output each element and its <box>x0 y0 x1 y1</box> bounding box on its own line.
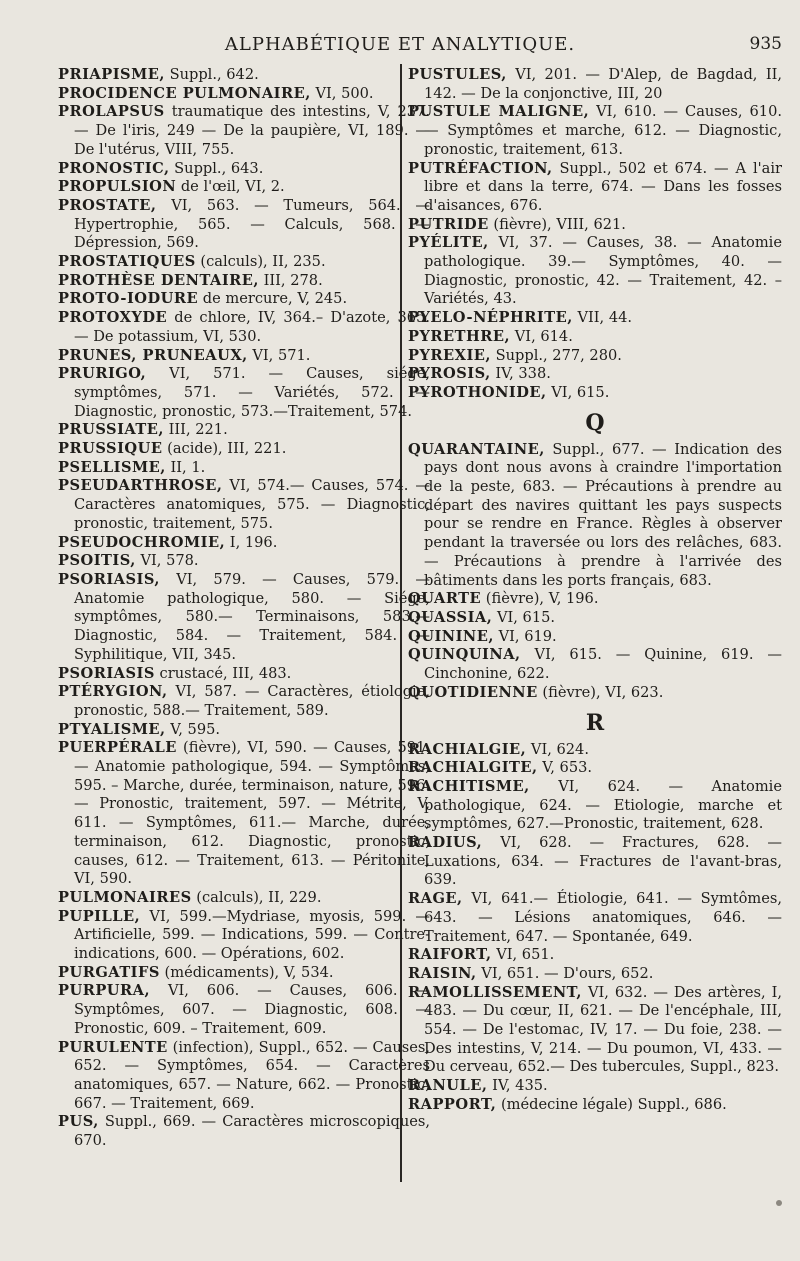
index-entry <box>58 982 430 1038</box>
index-entry <box>58 964 430 983</box>
entry-references: (médicaments), V, 534. <box>159 963 334 981</box>
index-entry <box>58 665 430 684</box>
entry-keyword: QUININE, <box>408 627 494 645</box>
entry-references: (infection), Suppl., 652. — Causes, 652. — Symptômes, 654. — Caractères anatomiques, 657. — Nature, 662. — Pronostic, 667. — Traitement, 669. <box>74 1038 430 1112</box>
entry-references: VI, 201. — D'Alep, de Bagdad, II, 142. — De la conjonctive, III, 20 <box>424 66 782 102</box>
index-entry <box>408 946 782 965</box>
entry-references: VI, 610. — Causes, 610. — Symptômes et marche, 612. — Diagnostic, pronostic, traitement, 613. <box>424 103 782 158</box>
entry-keyword: QUARANTAINE, <box>408 440 545 458</box>
entry-references: VI, 614. <box>510 327 573 345</box>
entry-keyword: QUARTE <box>408 590 482 608</box>
entry-references: VI, 579. — Causes, 579. — Anatomie pathologique, 580. — Siége, symptômes, 580.— Terminaisons, 583.— Diagnostic, 584. — Traitement, 584. — Syphilitique, VII, 345. <box>74 570 430 663</box>
entry-keyword: PSORIASIS <box>58 664 155 682</box>
entry-keyword: PROTOXYDE <box>58 309 168 327</box>
index-entry <box>58 178 430 197</box>
entry-keyword: PTÉRYGION, <box>58 683 168 701</box>
entry-keyword: RAIFORT, <box>408 946 492 964</box>
entry-references: Suppl., 277, 280. <box>491 346 622 364</box>
index-entry <box>58 365 430 421</box>
entry-keyword: PYREXIE, <box>408 346 491 364</box>
index-entry <box>408 66 782 103</box>
entry-references: Suppl., 677. — Indication des pays dont nous avons à craindre l'importation de la peste, 683. — Précautions à prendre au départ des navires quittant les pays suspects pour se rendre en France. Règles à observer pendant la traversée ou lors des relâches, 683. — Précautions à prendre à l'arrivée des bâtiments dans les ports français, 683. <box>424 440 782 589</box>
entry-references: (fièvre), VIII, 621. <box>488 215 626 233</box>
index-entry <box>58 85 430 104</box>
page-number: 935 <box>749 34 782 54</box>
index-entry <box>58 571 430 665</box>
index-entry <box>408 216 782 235</box>
index-entry <box>58 160 430 179</box>
entry-references: crustacé, III, 483. <box>154 664 292 682</box>
entry-keyword: RACHIALGITE, <box>408 759 538 777</box>
index-entry <box>58 889 430 908</box>
index-entry <box>58 290 430 309</box>
entry-keyword: PRUSSIQUE <box>58 440 163 458</box>
index-entry <box>408 328 782 347</box>
index-entry <box>408 365 782 384</box>
index-entry <box>408 590 782 609</box>
entry-references: (calculs), II, 235. <box>195 253 326 271</box>
index-entry <box>58 534 430 553</box>
entry-references: II, 1. <box>165 458 206 476</box>
entry-references: VI, 651. <box>491 946 555 964</box>
entry-references: VI, 500. <box>310 84 374 102</box>
entry-keyword: PTYALISME, <box>58 720 166 738</box>
entry-keyword: PROTO-IODURE <box>58 290 199 308</box>
entry-references: I, 196. <box>225 533 278 551</box>
running-title: ALPHABÉTIQUE ET ANALYTIQUE. <box>224 34 576 55</box>
entry-keyword: PROSTATE, <box>58 196 157 214</box>
entry-keyword: QUINQUINA, <box>408 646 521 664</box>
entry-keyword: PROSTATIQUES <box>58 253 196 271</box>
entry-references: VI, 615. — Quinine, 619. — Cinchonine, 622. <box>424 646 782 683</box>
entry-keyword: PUPILLE, <box>58 907 141 925</box>
entry-references: VI, 563. — Tumeurs, 564. — Hypertrophie, 565. — Calculs, 568. — Dépression, 569. <box>74 196 430 252</box>
entry-keyword: RADIUS, <box>408 834 483 852</box>
entry-keyword: PULMONAIRES <box>58 888 192 906</box>
index-entry <box>58 477 430 533</box>
index-entry <box>408 347 782 366</box>
entry-keyword: RANULE, <box>408 1077 488 1095</box>
index-entry <box>408 741 782 760</box>
entry-keyword: PRUNES, PRUNEAUX, <box>58 346 248 364</box>
entry-references: VI, 615. <box>492 608 556 626</box>
entry-references: (médecine légale) Suppl., 686. <box>496 1095 727 1113</box>
index-entry <box>408 1077 782 1096</box>
entry-references: (fièvre), VI, 590. — Causes, 591. — Anatomie pathologique, 594. — Symptômes, 595. – Marche, durée, terminaison, nature, 596. — Pronostic, traitement, 597. — Métrite, V, 611. — Symptômes, 611.— Marche, durée, terminaison, 612. Diagnostic, pronostic, causes, 612. — Traitement, 613. — Péritonite, VI, 590. <box>74 739 430 888</box>
entry-keyword: PRONOSTIC, <box>58 159 170 177</box>
index-entry <box>408 103 782 159</box>
entry-references: Suppl., 502 et 674. — A l'air libre et dans la terre, 674. — Dans les fosses d'aisances, 676. <box>424 159 782 214</box>
entry-references: VI, 628. — Fractures, 628. — Luxations, 634. — Fractures de l'avant-bras, 639. <box>424 834 782 889</box>
entry-references: VI, 571. <box>247 346 311 364</box>
entry-references: (fièvre), V, 196. <box>481 590 599 608</box>
entry-references: de mercure, V, 245. <box>198 290 348 308</box>
section-letter-r: R <box>585 709 605 736</box>
entry-references: traumatique des intestins, V, 237. — De l'iris, 249 — De la paupière, VI, 189. — De l'utérus, VIII, 755. <box>74 103 430 158</box>
entry-keyword: PROPULSION <box>58 178 177 196</box>
entry-references: (acide), III, 221. <box>162 440 287 458</box>
entry-keyword: PSELLISME, <box>58 458 166 476</box>
left-column <box>58 66 430 1151</box>
entry-keyword: PRURIGO, <box>58 365 147 383</box>
entry-references: (fièvre), VI, 623. <box>537 683 664 701</box>
index-entry <box>58 103 430 159</box>
index-entry <box>58 459 430 478</box>
entry-keyword: PRUSSIATE, <box>58 421 165 439</box>
entry-references: VI, 641.— Étiologie, 641. — Symtômes, 643. — Lésions anatomiques, 646. — Traitement, 647. — Spontanée, 649. <box>424 890 782 945</box>
entry-references: de l'œil, VI, 2. <box>176 178 285 196</box>
entry-references: VI, 619. <box>493 627 557 645</box>
entry-keyword: PURPURA, <box>58 982 151 1000</box>
entry-keyword: PSOITIS, <box>58 552 136 570</box>
index-entry <box>408 778 782 834</box>
entry-keyword: PROLAPSUS <box>58 103 165 121</box>
entry-references: VI, 599.—Mydriase, myosis, 599. — Artificielle, 599. — Indications, 599. — Contre-indications, 600. — Opérations, 602. <box>74 907 430 963</box>
entry-keyword: QUASSIA, <box>408 608 493 626</box>
entry-references: VI, 574.— Causes, 574. — Caractères anatomiques, 575. — Diagnostic, pronostic, traitement, 575. <box>74 477 430 532</box>
entry-references: VI, 624. <box>526 740 589 758</box>
index-entry <box>58 552 430 571</box>
entry-keyword: RAMOLLISSEMENT, <box>408 983 583 1001</box>
entry-keyword: PROTHÈSE DENTAIRE, <box>58 271 259 289</box>
entry-keyword: QUOTIDIENNE <box>408 683 538 701</box>
entry-references: VII, 44. <box>572 309 633 327</box>
index-entry <box>408 1096 782 1115</box>
index-entry <box>58 440 430 459</box>
entry-keyword: PUERPÉRALE <box>58 739 177 757</box>
index-entry <box>58 421 430 440</box>
entry-keyword: PUTRÉFACTION, <box>408 159 553 177</box>
section-letter-q: Q <box>585 409 605 436</box>
index-entry <box>58 721 430 740</box>
entry-keyword: PYRETHRE, <box>408 327 511 345</box>
index-entry <box>408 160 782 216</box>
index-entry <box>58 908 430 964</box>
index-entry <box>408 309 782 328</box>
entry-references: Suppl., 669. — Caractères microscopiques, 670. <box>74 1113 430 1150</box>
index-entry <box>58 347 430 366</box>
entry-keyword: PSEUDARTHROSE, <box>58 477 223 495</box>
entry-keyword: PSEUDOCHROMIE, <box>58 533 226 551</box>
index-entry <box>408 965 782 984</box>
index-entry <box>408 234 782 309</box>
index-entry <box>58 66 430 85</box>
entry-references: VI, 624. — Anatomie pathologique, 624. — Etiologie, marche et symptômes, 627.—Pronostic, traitement, 628. <box>424 777 782 833</box>
entry-references: (calculs), II, 229. <box>191 888 322 906</box>
index-entry <box>58 197 430 253</box>
index-entry <box>58 272 430 291</box>
entry-keyword: PUTRIDE <box>408 215 489 233</box>
index-entry <box>408 834 782 890</box>
entry-list-right-p <box>408 66 782 403</box>
page-header <box>0 30 800 64</box>
index-entry <box>408 609 782 628</box>
entry-references: de chlore, IV, 364.– D'azote, 365. — De potassium, VI, 530. <box>74 309 430 345</box>
entry-references: VI, 578. <box>135 552 199 570</box>
index-entry <box>408 984 782 1078</box>
index-entry <box>408 684 782 703</box>
entry-references: VI, 615. <box>546 383 610 401</box>
index-entry <box>408 646 782 683</box>
entry-keyword: RAISIN, <box>408 964 477 982</box>
index-entry <box>408 890 782 946</box>
entry-references: V, 653. <box>537 759 593 777</box>
entry-keyword: PYÉLITE, <box>408 234 489 252</box>
entry-references: VI, 571. — Causes, siége, symptômes, 571. — Variétés, 572. — Diagnostic, pronostic, 573.—Traitement, 574. <box>74 365 430 420</box>
entry-keyword: PYROSIS, <box>408 365 491 383</box>
entry-references: III, 278. <box>259 271 323 289</box>
entry-list-right-r <box>408 741 782 1115</box>
entry-references: VI, 651. — D'ours, 652. <box>476 964 654 982</box>
entry-keyword: RACHITISME, <box>408 777 530 795</box>
entry-keyword: RAPPORT, <box>408 1095 497 1113</box>
entry-keyword: PSORIASIS, <box>58 570 160 588</box>
paper-spot <box>776 1200 782 1206</box>
right-column <box>408 66 782 1115</box>
index-entry <box>58 739 430 889</box>
entry-references: VI, 606. — Causes, 606. — Symptômes, 607. — Diagnostic, 608. — Pronostic, 609. – Traitement, 609. <box>74 982 430 1037</box>
entry-keyword: RACHIALGIE, <box>408 740 527 758</box>
entry-keyword: PRIAPISME, <box>58 66 165 83</box>
index-entry <box>408 759 782 778</box>
index-entry <box>408 628 782 647</box>
entry-list-right-q <box>408 441 782 703</box>
entry-keyword: PUSTULES, <box>408 66 507 83</box>
entry-references: Suppl., 643. <box>169 159 264 177</box>
entry-references: III, 221. <box>164 421 228 439</box>
entry-list-left <box>58 66 430 1151</box>
entry-keyword: PUS, <box>58 1113 99 1131</box>
index-entry <box>58 1039 430 1114</box>
index-entry <box>58 683 430 720</box>
entry-references: IV, 338. <box>490 365 551 383</box>
entry-keyword: PURGATIFS <box>58 963 160 981</box>
entry-keyword: PURULENTE <box>58 1038 168 1056</box>
index-entry <box>58 253 430 272</box>
entry-keyword: PROCIDENCE PULMONAIRE, <box>58 84 311 102</box>
entry-references: V, 595. <box>165 720 221 738</box>
entry-references: VI, 587. — Caractères, étiologie, pronostic, 588.— Traitement, 589. <box>74 683 430 719</box>
entry-references: VI, 632. — Des artères, I, 483. — Du cœur, II, 621. — De l'encéphale, III, 554. — De l'estomac, IV, 17. — Du foie, 238. — Des intestins, V, 214. — Du poumon, VI, 433. — Du cerveau, 652.— Des tubercules, Suppl., 823. <box>424 983 782 1076</box>
entry-keyword: PYELO-NÉPHRITE, <box>408 309 573 327</box>
entry-references: VI, 37. — Causes, 38. — Anatomie pathologique. 39.— Symptômes, 40. — Diagnostic, pronostic, 42. — Traitement, 42. – Variétés, 43. <box>424 234 782 308</box>
entry-references: Suppl., 642. <box>164 66 259 83</box>
entry-keyword: RAGE, <box>408 890 463 908</box>
entry-keyword: PYROTHONIDE, <box>408 383 547 401</box>
index-entry <box>58 1113 430 1150</box>
index-entry <box>58 309 430 346</box>
index-entry <box>408 384 782 403</box>
entry-references: IV, 435. <box>487 1077 548 1095</box>
index-entry <box>408 441 782 591</box>
entry-keyword: PUSTULE MALIGNE, <box>408 103 590 121</box>
